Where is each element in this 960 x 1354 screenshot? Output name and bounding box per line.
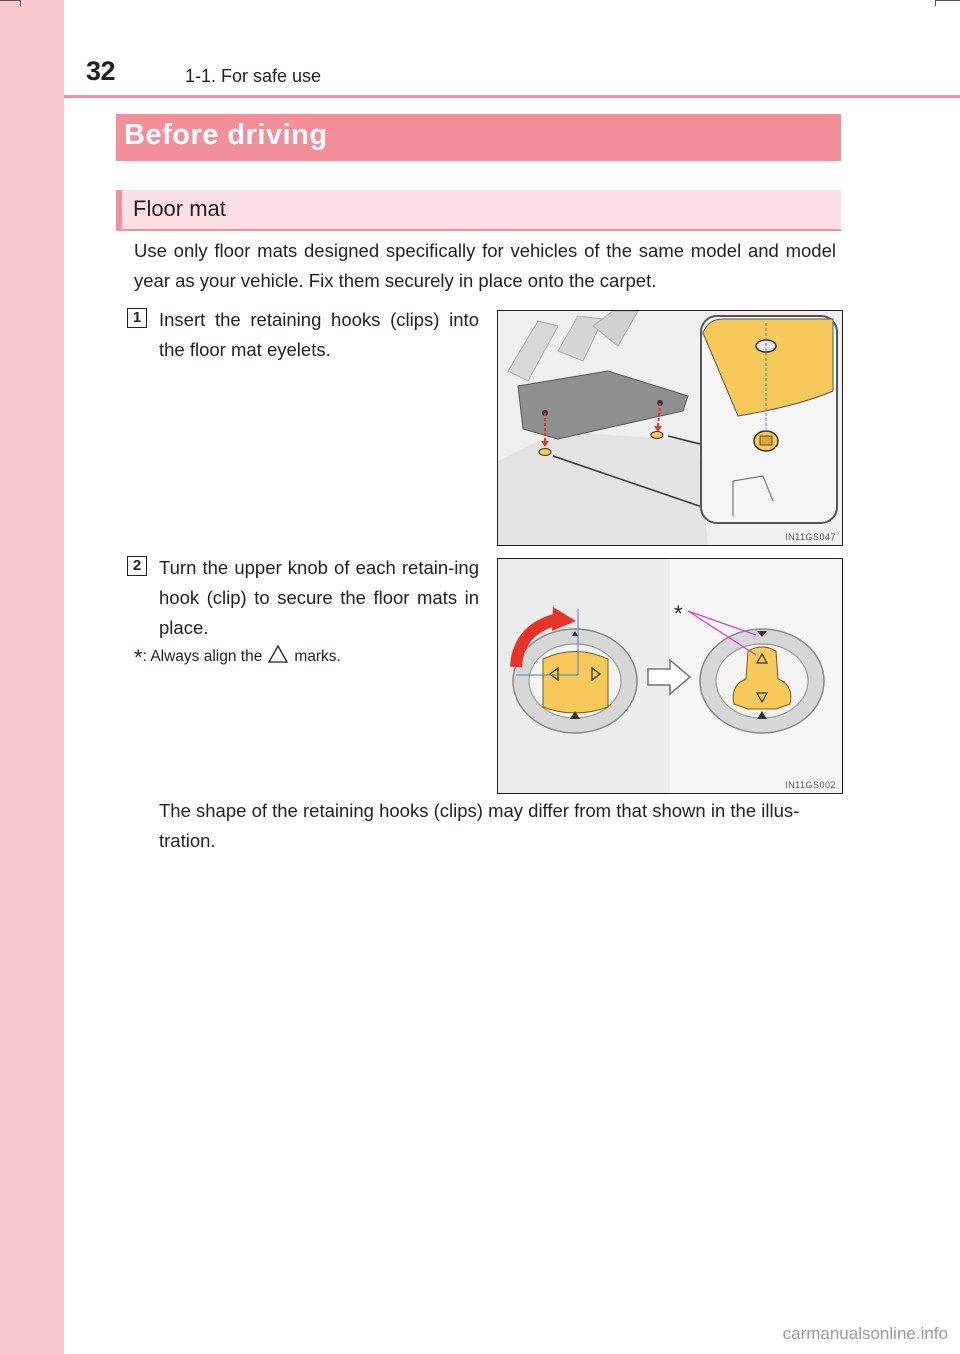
watermark: carmanualsonline.info [782,1324,948,1343]
step-1-text: Insert the retaining hooks (clips) into the floor mat eyelets. [159,309,479,360]
note-marker: * [134,645,143,670]
crop-mark [0,0,20,1]
section-label: 1-1. For safe use [185,66,322,86]
crop-mark [20,0,21,6]
step-1-number: 1 [127,308,147,328]
clip-knob-illustration [498,559,842,793]
subsection-accent [116,190,122,229]
section-heading [116,114,841,161]
step-2-text: Turn the upper knob of each retain-ing hook (clip) to secure the floor mats in place. [159,557,479,638]
note-text-before: : Always align the [142,648,263,665]
page-header [64,0,960,98]
alignment-note [134,645,341,671]
figure-floor-mat-hooks [497,310,843,546]
step-2-number: 2 [127,556,147,576]
figure-2-star: * [674,601,683,626]
figure-clip-knob [497,558,843,794]
side-color-bar [0,0,64,1354]
subsection-heading-text: Floor mat [133,196,226,221]
closing-paragraph: The shape of the retaining hooks (clips) may differ from that shown in the illus-tration. [159,800,800,851]
intro-paragraph: Use only floor mats designed specifically for vehicles of the same model and model year as your vehicle. Fix them securely in place onto the carpet. [134,240,836,291]
figure-2-code: IN11GS002 [785,780,836,790]
section-heading-text: Before driving [124,119,328,151]
triangle-mark-icon [268,645,288,663]
figure-1-code: IN11GS047 [785,532,836,542]
page-number: 32 [86,56,116,86]
floor-mat-illustration [498,311,842,545]
subsection-heading [116,190,841,231]
header-rule [64,95,960,98]
note-text-after: marks. [294,648,341,665]
